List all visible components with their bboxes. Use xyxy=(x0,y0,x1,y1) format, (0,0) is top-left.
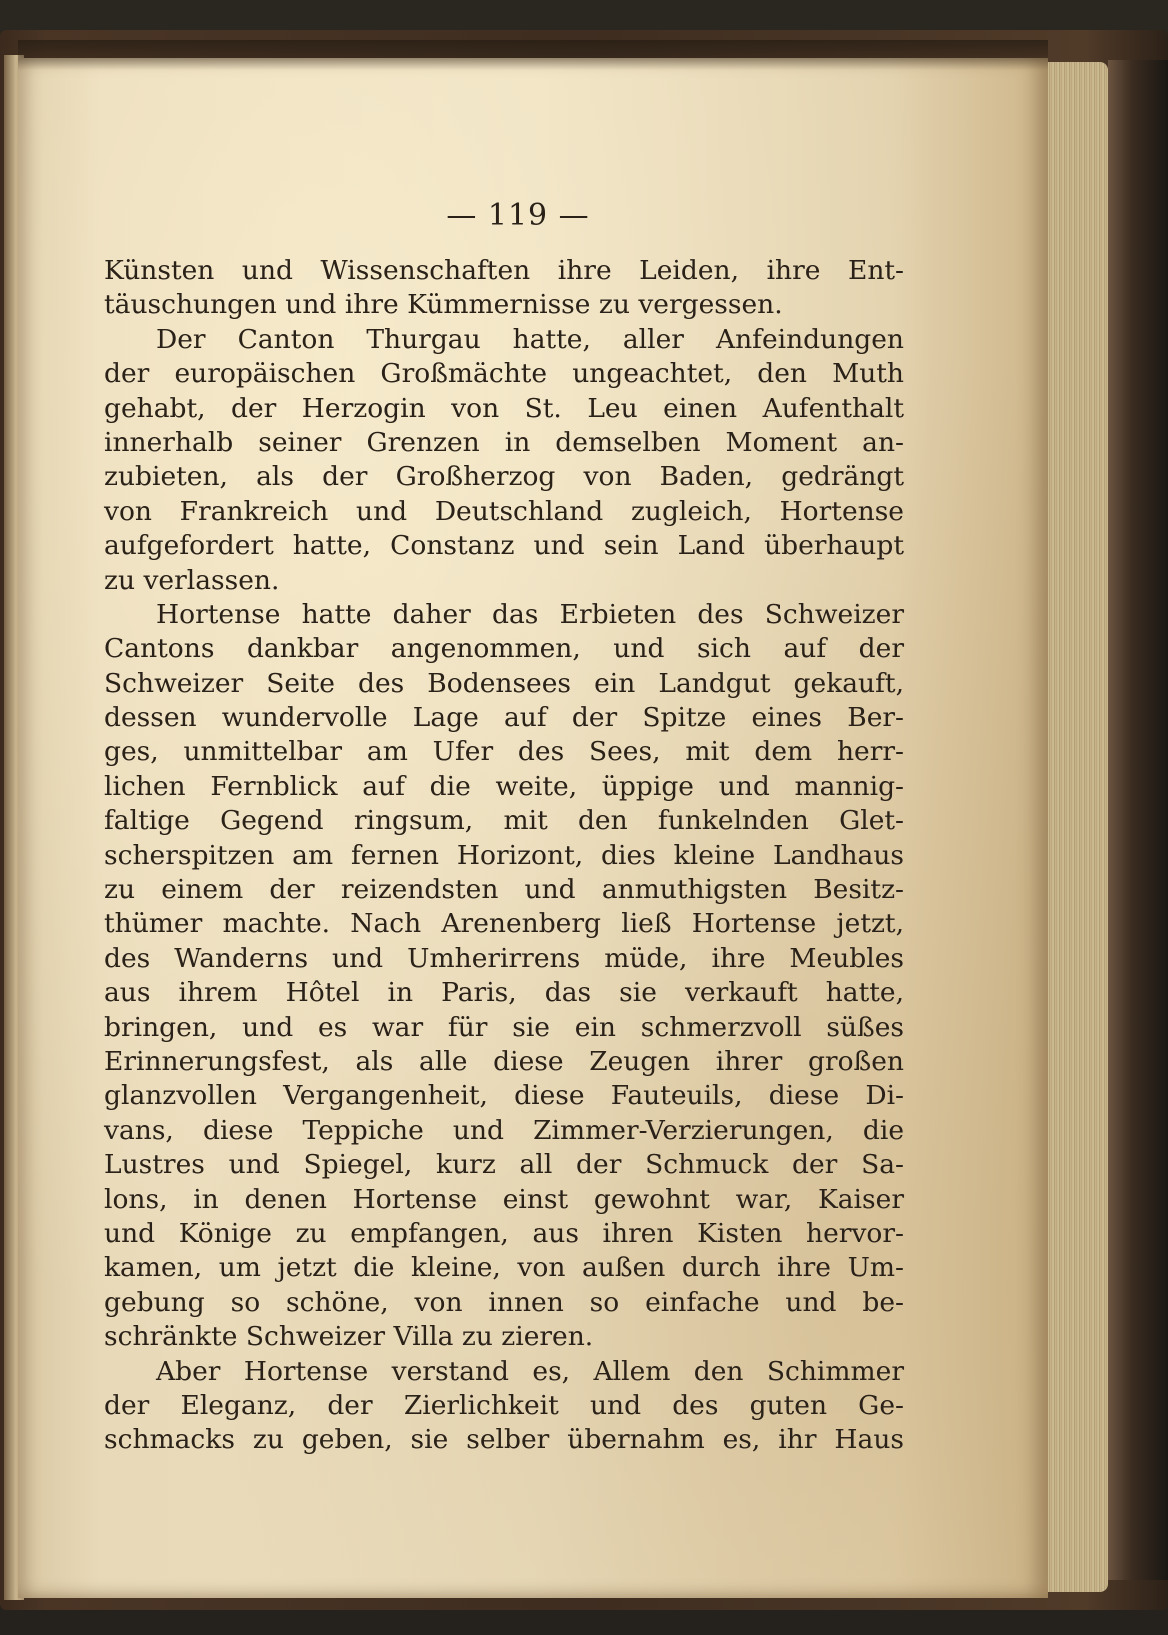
back-cover-edge xyxy=(1108,60,1168,1580)
text-line: Aber Hortense verstand es, Allem den Schimmer xyxy=(156,1355,904,1387)
text-line: täuschungen und ihre Kümmernisse zu vergessen. xyxy=(104,289,783,321)
text-line: innerhalb seiner Grenzen in demselben Moment an- xyxy=(104,426,904,458)
text-line: gebung so schöne, von innen so einfache und be- xyxy=(104,1286,904,1318)
text-line: Cantons dankbar angenommen, und sich auf der xyxy=(104,633,904,665)
text-line: schmacks zu geben, sie selber übernahm es, ihr Haus xyxy=(104,1424,904,1456)
text-line: Künsten und Wissenschaften ihre Leiden, ihre Ent- xyxy=(104,255,904,286)
text-line: von Frankreich und Deutschland zugleich, Hortense xyxy=(104,495,904,527)
text-line: lichen Fernblick auf die weite, üppige und mannig- xyxy=(104,770,904,802)
text-line: und Könige zu empfangen, aus ihren Kisten hervor- xyxy=(104,1217,904,1249)
text-line: schränkte Schweizer Villa zu zieren. xyxy=(104,1321,594,1353)
text-line: thümer machte. Nach Arenenberg ließ Hortense jetzt, xyxy=(104,908,904,940)
text-line: aufgefordert hatte, Constanz und sein Land überhaupt xyxy=(104,530,904,562)
text-line: dessen wundervolle Lage auf der Spitze eines Ber- xyxy=(104,702,904,734)
text-line: zu verlassen. xyxy=(104,564,280,596)
text-line: Schweizer Seite des Bodensees ein Landgut gekauft, xyxy=(104,667,904,699)
text-line: Der Canton Thurgau hatte, aller Anfeindungen xyxy=(156,323,904,355)
text-line: bringen, und es war für sie ein schmerzvoll süßes xyxy=(104,1011,904,1043)
text-line: gehabt, der Herzogin von St. Leu einen Aufenthalt xyxy=(104,392,904,424)
text-line: ges, unmittelbar am Ufer des Sees, mit dem herr- xyxy=(104,736,904,768)
top-shadow xyxy=(18,40,1048,70)
text-line: Erinnerungsfest, als alle diese Zeugen ihrer großen xyxy=(104,1045,904,1077)
text-line: zu einem der reizendsten und anmuthigsten Besitz- xyxy=(104,874,904,906)
text-line: Hortense hatte daher das Erbieten des Schweizer xyxy=(156,598,904,630)
text-line: glanzvollen Vergangenheit, diese Fauteuils, diese Di- xyxy=(104,1080,904,1112)
text-line: der Eleganz, der Zierlichkeit und des guten Ge- xyxy=(104,1389,904,1421)
text-line: der europäischen Großmächte ungeachtet, den Muth xyxy=(104,358,904,390)
text-line: lons, in denen Hortense einst gewohnt war, Kaiser xyxy=(104,1183,904,1215)
text-line: kamen, um jetzt die kleine, von außen durch ihre Um- xyxy=(104,1252,904,1284)
text-line: des Wanderns und Umherirrens müde, ihre Meubles xyxy=(104,942,904,974)
text-line: zubieten, als der Großherzog von Baden, gedrängt xyxy=(104,461,904,493)
page-text xyxy=(104,254,904,1458)
page-stack-edge xyxy=(1040,62,1108,1592)
text-line: vans, diese Teppiche und Zimmer-Verzierungen, die xyxy=(104,1114,904,1146)
text-line: scherspitzen am fernen Horizont, dies kleine Landhaus xyxy=(104,839,904,871)
book-page xyxy=(18,58,1048,1598)
text-line: aus ihrem Hôtel in Paris, das sie verkauft hatte, xyxy=(104,977,904,1009)
text-line: Lustres und Spiegel, kurz all der Schmuck der Sa- xyxy=(104,1149,904,1181)
page-number: — 119 — xyxy=(446,198,590,233)
text-line: faltige Gegend ringsum, mit den funkelnden Glet- xyxy=(104,805,904,837)
